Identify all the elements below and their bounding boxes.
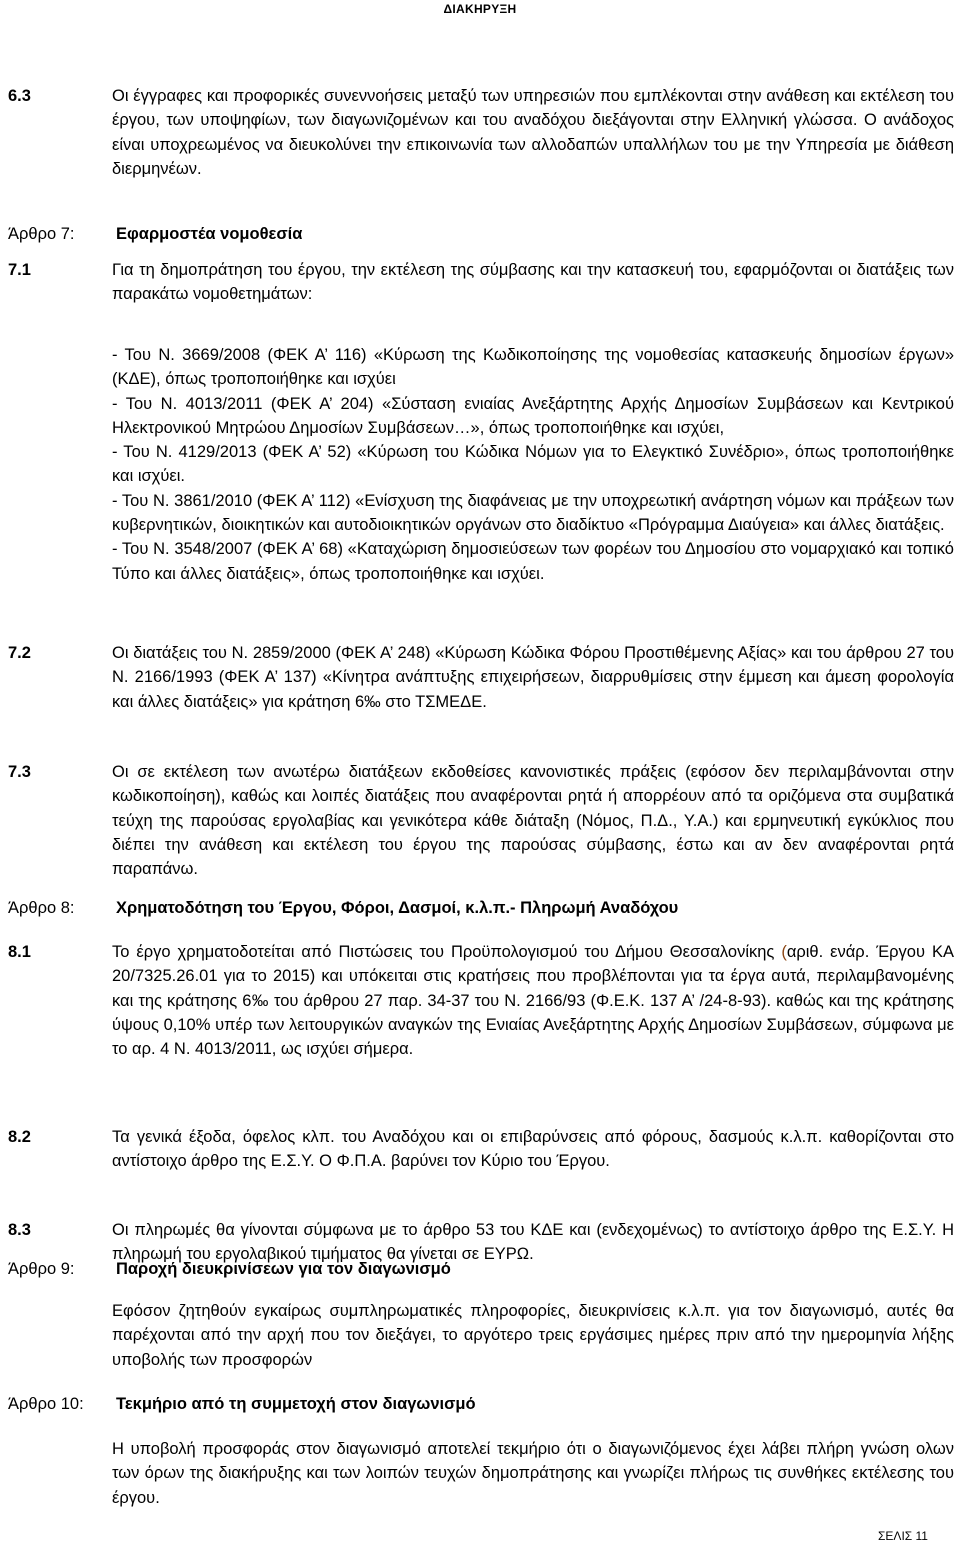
section-text: Εφόσον ζητηθούν εγκαίρως συμπληρωματικές πληροφορίες, διευκρινίσεις κ.λ.π. για τον διαγωνισμό, αυτές θα παρέχονται από την αρχή που τον διεξάγει, το αργότερο τρεις εργάσιμες ημέρες πριν από την ημερομηνία λήξης υποβολής των προσφορών bbox=[112, 1302, 954, 1369]
article-title: Τεκμήριο από τη συμμετοχή στον διαγωνισμό bbox=[116, 1395, 476, 1413]
list-item: - Του Ν. 3669/2008 (ΦΕΚ Α’ 116) «Κύρωση της Κωδικοποίησης της νομοθεσίας κατασκευής δημοσίων έργων» (ΚΔΕ), όπως τροποποιήθηκε και ισχύει bbox=[112, 346, 954, 389]
section-number: 8.1 bbox=[8, 943, 31, 961]
page-number: ΣΕΛΙΣ 11 bbox=[878, 1529, 928, 1543]
article-label: Άρθρο 9: bbox=[8, 1260, 75, 1278]
list-item: - Του Ν. 4129/2013 (ΦΕΚ Α’ 52) «Κύρωση του Κώδικα Νόμων για το Ελεγκτικό Συνέδριο», όπως τροποποιήθηκε και ισχύει. bbox=[112, 443, 954, 486]
section-number: 7.3 bbox=[8, 763, 31, 781]
section-text: Οι σε εκτέλεση των ανωτέρω διατάξεων εκδοθείσες κανονιστικές πράξεις (εφόσον δεν περιλαμβάνονται στην κωδικοποίηση), καθώς και λοιπές διατάξεις που αναφέρονται ρητά ή απορρέουν από τα οριζόμενα στα συμβατικά τεύχη της παρούσας εργολαβίας και γενικότερα κάθε διάταξη (Νόμος, Π.Δ., Υ.Α.) και ερμηνευτική εγκύκλιος που διέπει την ανάθεση και εκτέλεση του έργου της παρούσας σύμβασης, έστω και αν δεν αναφέρονται ρητά παραπάνω. bbox=[112, 763, 954, 879]
section-number: 8.3 bbox=[8, 1221, 31, 1239]
list-item: - Του Ν. 3861/2010 (ΦΕΚ Α’ 112) «Ενίσχυση της διαφάνειας με την υποχρεωτική ανάρτηση νόμων και πράξεων των κυβερνητικών, διοικητικών και αυτοδιοικητικών οργάνων στο διαδίκτυο «Πρόγραμμα Διαύγεια» και άλλες διατάξεις. bbox=[112, 491, 954, 535]
section-text-part: Το έργο χρηματοδοτείται από Πιστώσεις του Προϋπολογισμού του Δήμου Θεσσαλονίκης bbox=[112, 943, 782, 961]
section-text-part: ( bbox=[781, 943, 787, 961]
list-item: - Του Ν. 3548/2007 (ΦΕΚ Α’ 68) «Καταχώριση δημοσιεύσεων των φορέων του Δημοσίου στο νομαρχιακό και τοπικό Τύπο και άλλες διατάξεις», όπως τροποποιήθηκε και ισχύει. bbox=[112, 540, 954, 583]
section-text: Για τη δημοπράτηση του έργου, την εκτέλεση της σύμβασης και την κατασκευή του, εφαρμόζονται οι διατάξεις των παρακάτω νομοθετημάτων: bbox=[112, 261, 954, 304]
article-label: Άρθρο 10: bbox=[8, 1395, 84, 1413]
section-text: Οι διατάξεις του Ν. 2859/2000 (ΦΕΚ Α’ 248) «Κύρωση Κώδικα Φόρου Προστιθέμενης Αξίας» και του άρθρου 27 του Ν. 2166/1993 (ΦΕΚ Α’ 137) «Κίνητρα ανάπτυξης επιχειρήσεων, διαρρυθμίσεις στην έμμεση και άμεση φορολογία και άλλες διατάξεις» για κράτηση 6‰ στο ΤΣΜΕΔΕ. bbox=[112, 644, 954, 711]
article-title: Χρηματοδότηση του Έργου, Φόροι, Δασμοί, κ.λ.π.- Πληρωμή Αναδόχου bbox=[116, 899, 679, 917]
legislation-list bbox=[112, 343, 954, 586]
section-number: 7.2 bbox=[8, 644, 31, 662]
section-text: Η υποβολή προσφοράς στον διαγωνισμό αποτελεί τεκμήριο ότι ο διαγωνιζόμενος έχει λάβει πλήρη γνώση ολων των όρων της διακήρυξης και των λοιπών τευχών δημοπράτησης και γνωρίζει πλήρως τις συνθήκες εκτέλεσης του έργου. bbox=[112, 1440, 954, 1507]
section-text: Τα γενικά έξοδα, όφελος κλπ. του Αναδόχου και οι επιβαρύνσεις από φόρους, δασμούς κ.λ.π. καθορίζονται στο αντίστοιχο άρθρο της Ε.Σ.Υ. Ο Φ.Π.Α. βαρύνει τον Κύριο του Έργου. bbox=[112, 1128, 954, 1171]
article-title: Εφαρμοστέα νομοθεσία bbox=[116, 225, 303, 243]
section-number: 6.3 bbox=[8, 87, 31, 105]
section-text-part: αριθ. ενάρ. Έργου ΚΑ 20/7325.26.01 για το 2015) και υπόκειται στις κρατήσεις που προβλέπονται για τα έργα αυτά, περιλαμβανομένης και της κράτησης 6‰ του άρθρου 27 παρ. 34-37 του Ν. 2166/93 (Φ.Ε.Κ. 137 Α’ /24-8-93). καθώς και της κράτησης ύψους 0,10% υπέρ των λειτουργικών αναγκών της Ενιαίας Ανεξάρτητης Αρχής Δημοσίων Συμβάσεων, σύμφωνα με το αρ. 4 Ν. 4013/2011, ως ισχύει σήμερα. bbox=[112, 943, 954, 1059]
legislation-list-body bbox=[112, 343, 954, 586]
section-text: Οι πληρωμές θα γίνονται σύμφωνα με το άρθρο 53 του ΚΔΕ και (ενδεχομένως) το αντίστοιχο άρθρο της Ε.Σ.Υ. Η πληρωμή του εργολαβικού τιμήματος θα γίνεται σε ΕΥΡΩ. bbox=[112, 1221, 954, 1264]
section-number: 7.1 bbox=[8, 261, 31, 279]
section-text: Οι έγγραφες και προφορικές συνεννοήσεις μεταξύ των υπηρεσιών που εμπλέκονται στην ανάθεση και εκτέλεση του έργου, των υποψηφίων, των διαγωνιζομένων και του αναδόχου διεξάγονται στην Ελληνική γλώσσα. Ο ανάδοχος είναι υποχρεωμένος να διευκολύνει την επικοινωνία των αλλοδαπών υπαλλήλων του με την Υπηρεσία με διάθεση διερμηνέων. bbox=[112, 87, 954, 178]
list-item: - Του Ν. 4013/2011 (ΦΕΚ Α’ 204) «Σύσταση ενιαίας Ανεξάρτητης Αρχής Δημοσίων Συμβάσεων και Κεντρικού Ηλεκτρονικού Μητρώου Δημοσίων Συμβάσεων…», όπως τροποποιήθηκε και ισχύει, bbox=[112, 394, 954, 437]
section-text bbox=[112, 940, 954, 1061]
section-number: 8.2 bbox=[8, 1128, 31, 1146]
document-header: ΔΙΑΚΗΡΥΞΗ bbox=[443, 2, 517, 16]
article-title: Παροχή διευκρινίσεων για τον διαγωνισμό bbox=[116, 1260, 451, 1278]
article-label: Άρθρο 7: bbox=[8, 225, 75, 243]
article-label: Άρθρο 8: bbox=[8, 899, 75, 917]
